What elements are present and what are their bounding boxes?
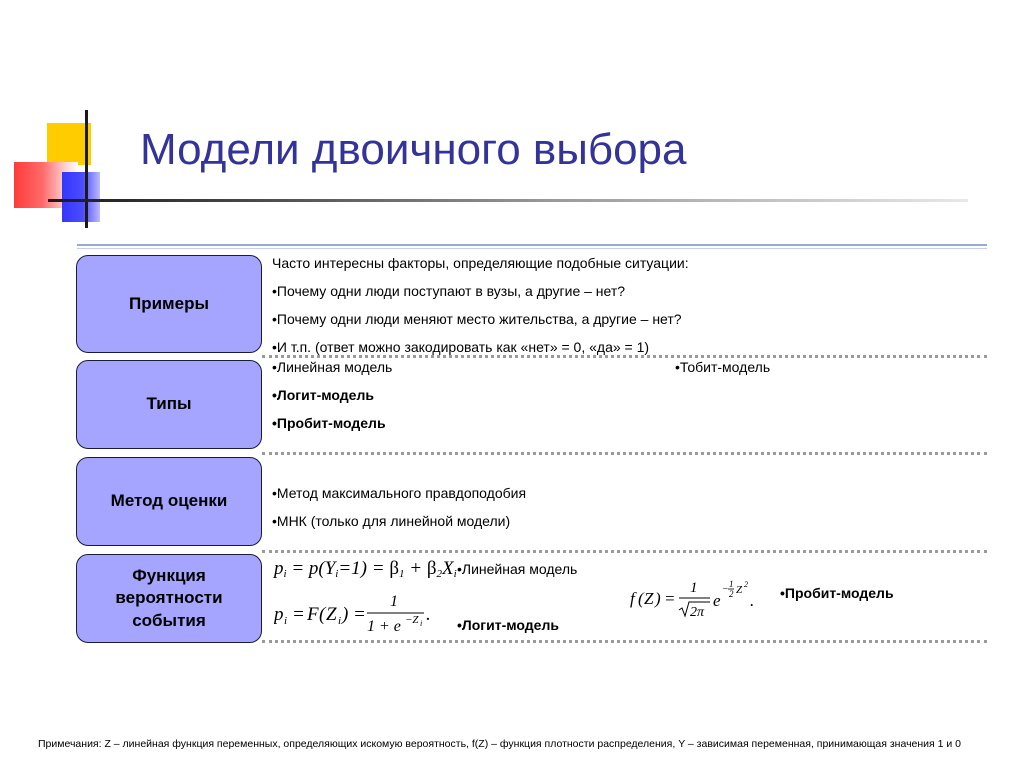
table-top-rule xyxy=(77,244,987,246)
svg-text:p: p xyxy=(274,604,284,625)
svg-text:1: 1 xyxy=(729,579,734,589)
svg-text:): ) xyxy=(342,604,349,625)
svg-text:Z: Z xyxy=(326,604,337,625)
svg-text:.: . xyxy=(750,591,755,610)
row-divider xyxy=(262,452,987,455)
formula-probit-graphic xyxy=(630,572,760,620)
svg-text:2: 2 xyxy=(744,580,748,589)
svg-text:2π: 2π xyxy=(690,605,705,620)
types-linear: •Линейная модель xyxy=(272,359,393,375)
table-top-rule-secondary xyxy=(77,248,987,249)
svg-text:1 + e: 1 + e xyxy=(367,618,401,635)
footnote: Примечания: Z – линейная функция переменных, определяющих искомую вероятность, f(Z) – функция плотности распределения, Y – зависимая переменная, принимающая значения 1 и 0 xyxy=(38,738,962,750)
svg-text:=: = xyxy=(353,604,366,625)
types-probit: •Пробит-модель xyxy=(272,415,386,431)
row-label-estimation: Метод оценки xyxy=(76,457,262,546)
svg-text:i: i xyxy=(420,619,423,628)
title-underline xyxy=(48,199,968,202)
formula-linear: $p_i = p(Y_i=1) = \beta_1 + \beta_2X_i$ xyxy=(274,558,457,580)
svg-text:−Z: −Z xyxy=(405,614,419,626)
examples-item-1: •Почему одни люди поступают в вузы, а другие – нет? xyxy=(272,283,626,299)
row-divider xyxy=(262,355,987,358)
prob-linear-label: •Линейная модель xyxy=(457,561,578,577)
formula-logit-graphic xyxy=(274,592,454,636)
page-title: Модели двоичного выбора xyxy=(140,125,687,174)
logo-blue-square xyxy=(62,172,100,222)
examples-item-2: •Почему одни люди меняют место жительства, а другие – нет? xyxy=(272,311,682,327)
types-tobit: •Тобит-модель xyxy=(675,359,771,375)
svg-text:.: . xyxy=(426,604,431,625)
svg-text:=: = xyxy=(664,589,676,608)
estimation-ols: •МНК (только для линейной модели) xyxy=(272,513,511,529)
row-label-probability-function: Функция вероятности события xyxy=(76,554,262,643)
svg-text:i: i xyxy=(284,615,288,627)
prob-probit-label: •Пробит-модель xyxy=(780,585,894,601)
svg-text:f: f xyxy=(630,589,635,608)
svg-text:1: 1 xyxy=(690,580,698,596)
svg-text:Z: Z xyxy=(736,584,743,596)
examples-item-3: •И т.п. (ответ можно закодировать как «нет» = 0, «да» = 1) xyxy=(272,339,650,355)
row-divider xyxy=(262,550,987,553)
formula-probit xyxy=(630,572,760,620)
types-logit: •Логит-модель xyxy=(272,387,374,403)
row-label-examples: Примеры xyxy=(76,255,262,353)
svg-text:e: e xyxy=(713,591,721,610)
svg-text:i: i xyxy=(338,615,342,627)
svg-text:−: − xyxy=(722,584,729,595)
svg-text:2: 2 xyxy=(729,589,734,599)
svg-text:=: = xyxy=(292,604,305,625)
svg-text:(: ( xyxy=(638,589,644,608)
logo-vertical-line xyxy=(85,110,88,228)
examples-intro: Часто интересны факторы, определяющие подобные ситуации: xyxy=(272,255,689,271)
svg-text:F: F xyxy=(307,604,319,625)
svg-text:): ) xyxy=(655,589,661,608)
svg-text:Z: Z xyxy=(644,589,654,608)
svg-text:1: 1 xyxy=(390,593,398,610)
svg-text:(: ( xyxy=(319,604,326,625)
formula-logit xyxy=(274,592,454,636)
row-divider xyxy=(262,640,987,643)
prob-logit-label: •Логит-модель xyxy=(457,617,559,633)
row-label-types: Типы xyxy=(76,360,262,449)
estimation-mle: •Метод максимального правдоподобия xyxy=(272,485,527,501)
